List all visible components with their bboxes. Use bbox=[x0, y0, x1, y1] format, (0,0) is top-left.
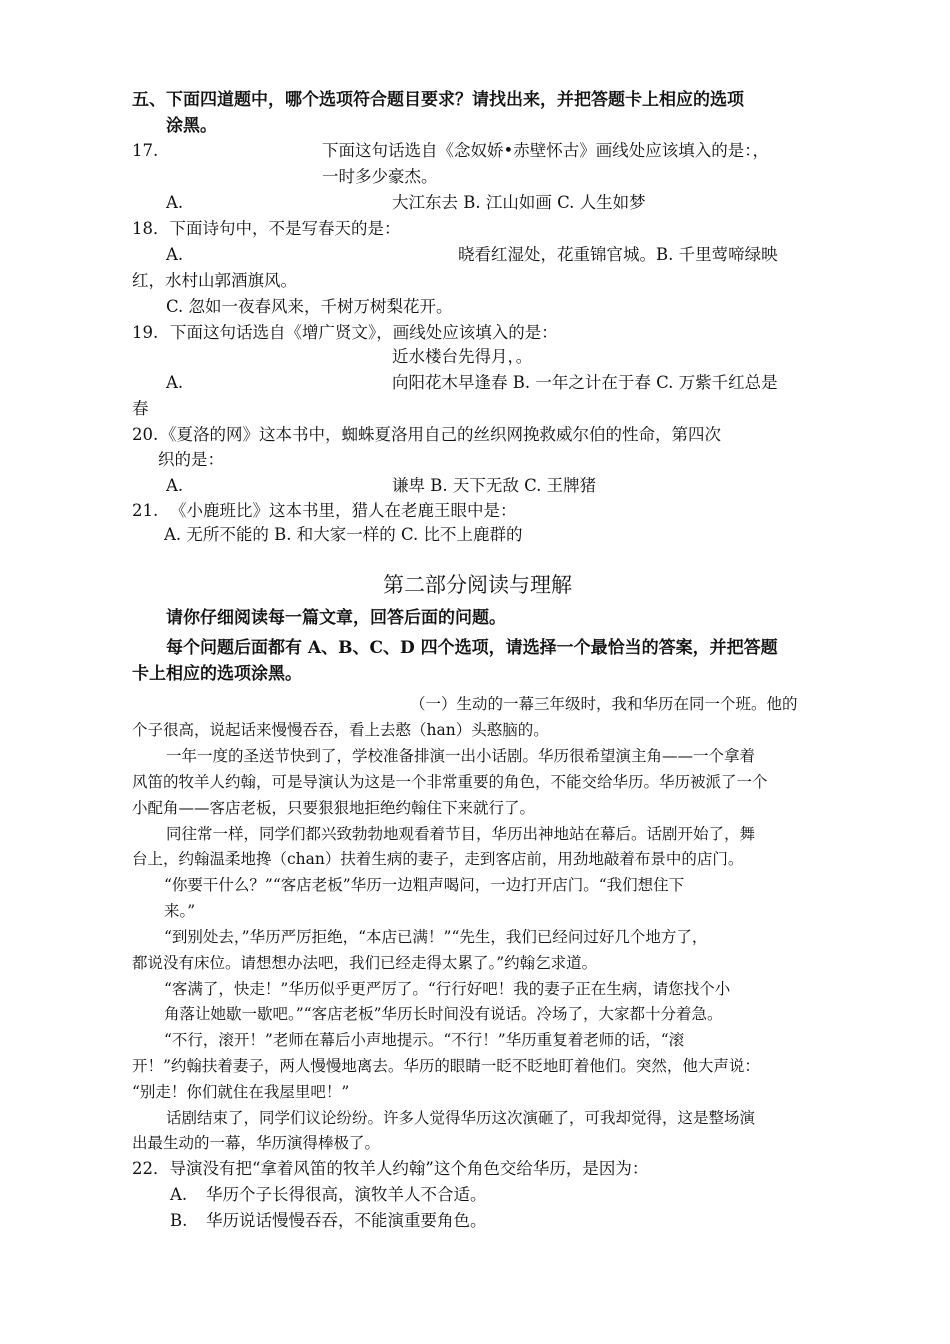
q17-stem: 下面这句话选自《念奴娇•赤壁怀古》画线处应该填入的是：， bbox=[322, 141, 769, 160]
q18-option-label: A. bbox=[166, 245, 184, 264]
section5-heading: 五、下面四道题中，哪个选项符合题目要求？请找出来，并把答题卡上相应的选项 bbox=[132, 90, 744, 110]
q18-option-c: C. 忽如一夜春风来，千树万树梨花开。 bbox=[166, 297, 453, 316]
q19-options: 向阳花木早逢春 B. 一年之计在于春 C. 万紫千红总是 bbox=[392, 373, 778, 392]
passage-line: 同往常一样，同学们都兴致勃勃地观看着节目，华历出神地站在幕后。话剧开始了，舞 bbox=[166, 825, 756, 843]
q18-options-ab: 晓看红湿处，花重锦官城。B. 千里莺啼绿映 bbox=[458, 245, 778, 264]
q22-stem: 22．导演没有把“拿着风笛的牧羊人约翰”这个角色交给华历，是因为： bbox=[132, 1159, 649, 1178]
q17-option-label: A. bbox=[166, 193, 184, 212]
part2-title: 第二部分阅读与理解 bbox=[383, 573, 572, 597]
q19-options-wrap: 春 bbox=[132, 399, 149, 418]
part2-instruction-2-wrap: 卡上相应的选项涂黑。 bbox=[132, 664, 302, 684]
q20-number: 20. bbox=[132, 425, 159, 444]
passage-line: 角落让她歇一歇吧。”“客店老板”华历长时间没有说话。冷场了，大家都十分着急。 bbox=[164, 1005, 723, 1023]
q17-number: 17. bbox=[132, 141, 159, 160]
q19-number: 19. bbox=[132, 323, 159, 342]
q18-stem: 18．下面诗句中，不是写春天的是： bbox=[132, 219, 401, 238]
q21-number: 21. bbox=[132, 501, 159, 520]
passage-line: 话剧结束了，同学们议论纷纷。许多人觉得华历这次演砸了，可我却觉得，这是整场演 bbox=[166, 1109, 756, 1127]
part2-instruction-2: 每个问题后面都有 A、B、C、D 四个选项，请选择一个最恰当的答案，并把答题 bbox=[166, 638, 778, 658]
q20-stem: 《夏洛的网》这本书中，蜘蛛夏洛用自己的丝织网挽救威尔伯的性命，第四次 bbox=[160, 425, 721, 444]
q17-options: 大江东去 B. 江山如画 C. 人生如梦 bbox=[392, 193, 646, 212]
passage-line: 开！”约翰扶着妻子，两人慢慢地离去。华历的眼睛一眨不眨地盯着他们。突然，他大声说： bbox=[132, 1057, 760, 1075]
part2-instruction-1: 请你仔细阅读每一篇文章，回答后面的问题。 bbox=[166, 608, 506, 628]
q18-options-wrap: 红，水村山郭酒旗风。 bbox=[132, 271, 297, 290]
passage-line: “不行，滚开！”老师在幕后小声地提示。“不行！”华历重复着老师的话，“滚 bbox=[164, 1031, 685, 1049]
passage-line: 个子很高，说起话来慢慢吞吞，看上去憨（han）头憨脑的。 bbox=[132, 721, 549, 739]
section5-heading-wrap: 涂黑。 bbox=[166, 116, 217, 136]
passage-line: （一）生动的一幕三年级时，我和华历在同一个班。他的 bbox=[410, 695, 798, 713]
q20-options: 谦卑 B. 天下无敌 C. 王牌猪 bbox=[392, 476, 597, 495]
q20-option-label: A. bbox=[166, 476, 184, 495]
q22-option-b: 华历说话慢慢吞吞，不能演重要角色。 bbox=[206, 1211, 487, 1230]
q21-stem: 《小鹿班比》这本书里，猎人在老鹿王眼中是： bbox=[170, 501, 517, 520]
passage-line: 出最生动的一幕，华历演得棒极了。 bbox=[132, 1134, 381, 1152]
q19-stem: 下面这句话选自《增广贤文》，画线处应该填入的是： bbox=[170, 323, 558, 342]
passage-line: 台上，约翰温柔地搀（chan）扶着生病的妻子，走到客店前，用劲地敲着布景中的店门。 bbox=[132, 850, 744, 868]
passage-line: 小配角——客店老板，只要狠狠地拒绝约翰住下来就行了。 bbox=[132, 799, 536, 817]
q22-option-a: 华历个子长得很高，演牧羊人不合适。 bbox=[206, 1185, 487, 1204]
passage-line: 都说没有床位。请想想办法吧，我们已经走得太累了。”约翰乞求道。 bbox=[132, 954, 598, 972]
passage-line: “到别处去，”华历严厉拒绝，“本店已满！”“先生，我们已经问过好几个地方了， bbox=[164, 928, 708, 946]
q21-options: A. 无所不能的 B. 和大家一样的 C. 比不上鹿群的 bbox=[164, 525, 523, 544]
passage-line: 风笛的牧羊人约翰，可是导演认为这是一个非常重要的角色，不能交给华历。华历被派了一个 bbox=[132, 773, 768, 791]
passage-line: “你要干什么？”“客店老板”华历一边粗声喝问，一边打开店门。“我们想住下 bbox=[164, 876, 685, 894]
passage-line: 一年一度的圣送节快到了，学校准备排演一出小话剧。华历很希望演主角——一个拿着 bbox=[166, 747, 756, 765]
q20-stem-wrap: 织的是： bbox=[158, 450, 224, 469]
q19-option-label: A. bbox=[166, 373, 184, 392]
passage-line: 来。” bbox=[164, 902, 196, 920]
q19-quote: 近水楼台先得月，。 bbox=[392, 347, 533, 366]
q22-option-b-label: B. bbox=[170, 1211, 188, 1230]
q22-option-a-label: A. bbox=[170, 1185, 188, 1204]
q17-stem-wrap: 一时多少豪杰。 bbox=[322, 167, 438, 186]
passage-line: “客满了，快走！”华历似乎更严厉了。“行行好吧！我的妻子正在生病，请您找个小 bbox=[164, 980, 731, 998]
passage-line: “别走！你们就住在我屋里吧！” bbox=[132, 1083, 350, 1101]
